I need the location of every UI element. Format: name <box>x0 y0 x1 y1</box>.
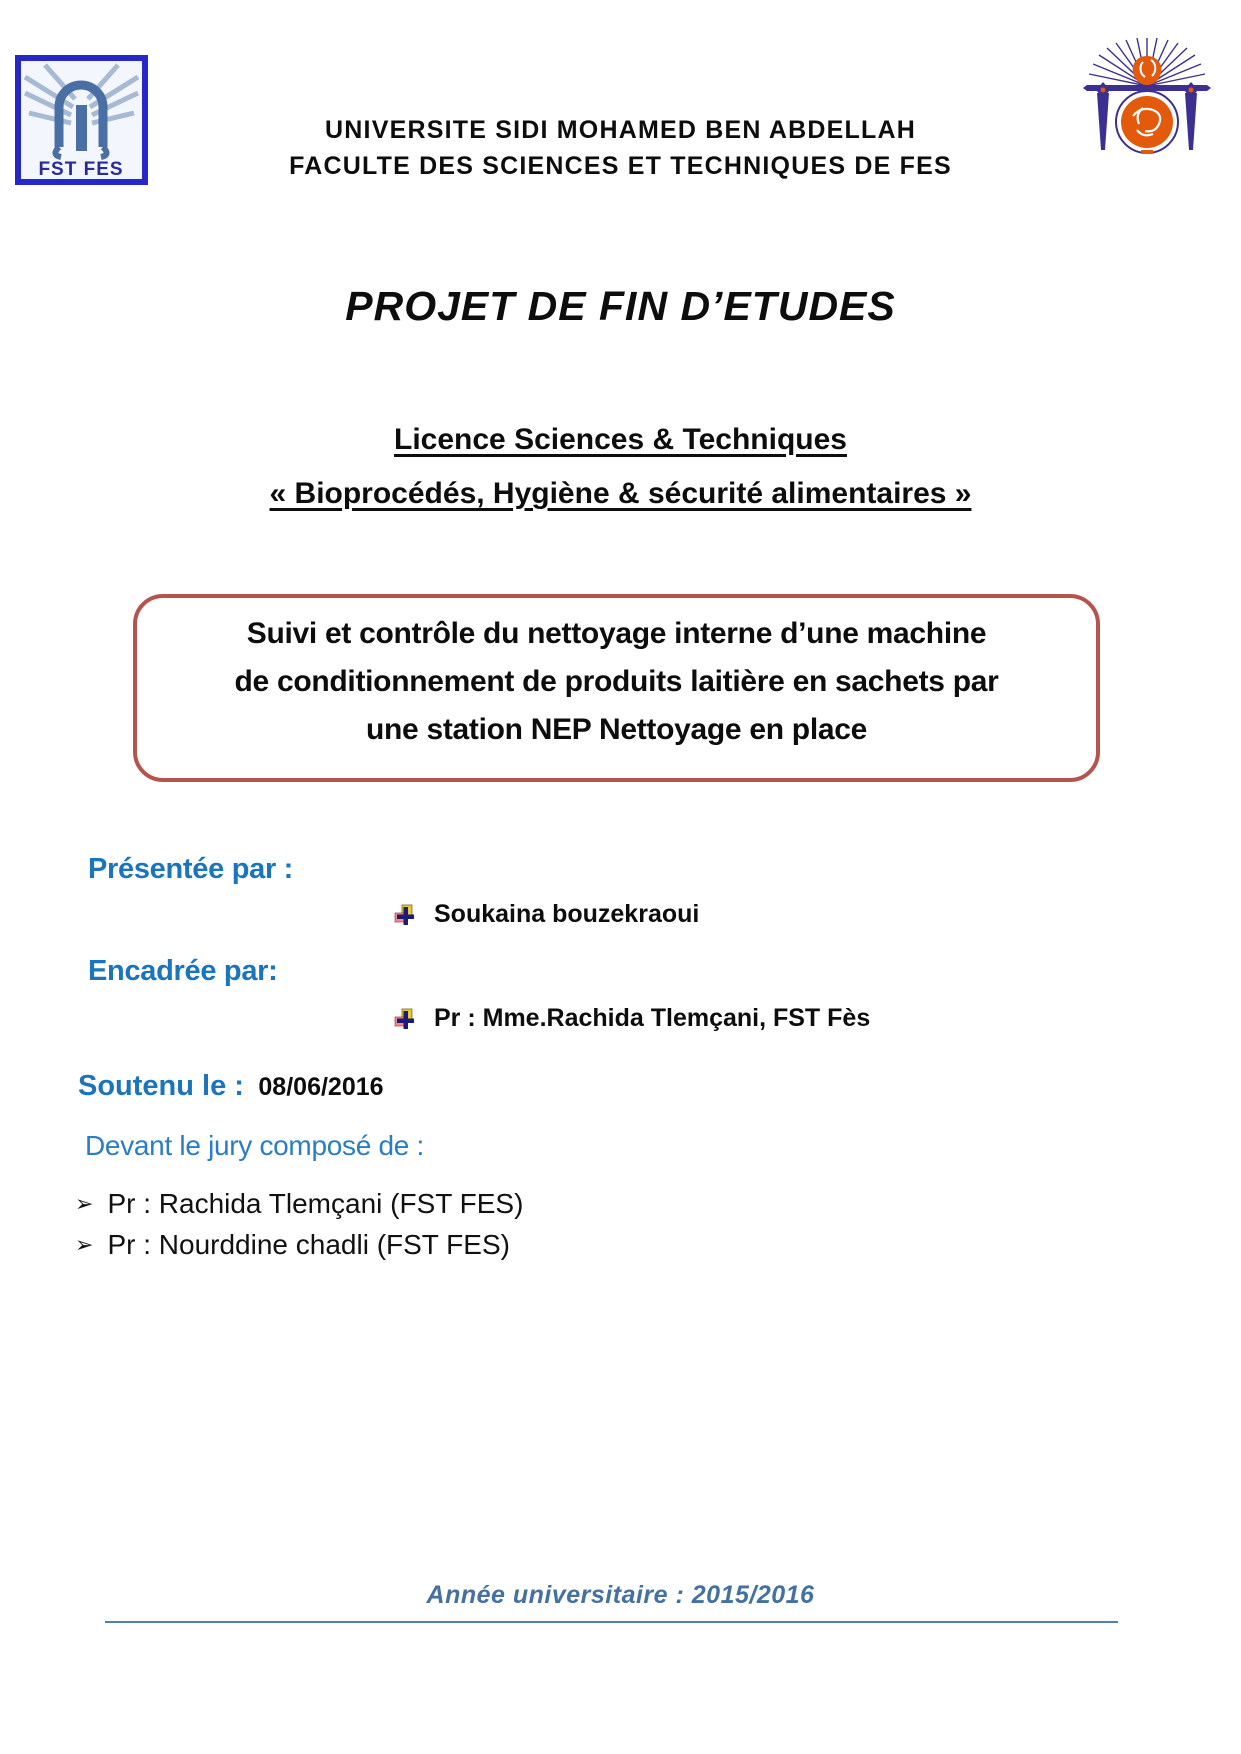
report-type-title: PROJET DE FIN D’ETUDES <box>345 283 896 329</box>
defense-date-label: Soutenu le : <box>78 1070 244 1102</box>
supervisor-item <box>394 1004 870 1033</box>
defense-date-line <box>78 1070 384 1103</box>
flower-bullet-icon <box>394 904 416 926</box>
jury-member-row <box>75 1184 523 1225</box>
arrow-bullet-icon: ➢ <box>75 1191 94 1216</box>
flower-bullet-icon <box>394 1008 416 1030</box>
jury-member-name: Pr : Rachida Tlemçani (FST FES) <box>107 1188 524 1219</box>
student-name: Soukaina bouzekraoui <box>434 900 700 928</box>
footer-divider <box>105 1621 1118 1623</box>
jury-section-label: Devant le jury composé de : <box>85 1130 424 1161</box>
supervised-by-label: Encadrée par: <box>88 955 278 987</box>
jury-list <box>75 1184 523 1266</box>
degree-subtitle: Licence Sciences & Techniques <box>394 423 847 456</box>
academic-year: Année universitaire : 2015/2016 <box>426 1581 815 1609</box>
supervisor-name: Pr : Mme.Rachida Tlemçani, FST Fès <box>434 1004 871 1032</box>
project-title-line-3: une station NEP Nettoyage en place <box>365 713 868 746</box>
project-title-line-2: de conditionnement de produits laitière en sachets par <box>234 665 999 698</box>
specialty-subtitle: « Bioprocédés, Hygiène & sécurité alimentaires » <box>269 477 972 510</box>
defense-date-value: 08/06/2016 <box>258 1073 384 1101</box>
project-title-line-1: Suivi et contrôle du nettoyage interne d’une machine <box>246 617 987 650</box>
arrow-bullet-icon: ➢ <box>75 1232 94 1257</box>
project-title-box <box>133 594 1100 782</box>
faculty-name: FACULTE DES SCIENCES ET TECHNIQUES DE FES <box>289 152 952 180</box>
jury-member-name: Pr : Nourddine chadli (FST FES) <box>107 1229 510 1260</box>
student-item <box>394 900 699 929</box>
university-name: UNIVERSITE SIDI MOHAMED BEN ABDELLAH <box>325 116 916 144</box>
university-header <box>0 112 1241 184</box>
svg-text:FST FES: FST FES <box>38 159 124 180</box>
jury-member-row <box>75 1225 523 1266</box>
presented-by-label: Présentée par : <box>88 853 294 885</box>
